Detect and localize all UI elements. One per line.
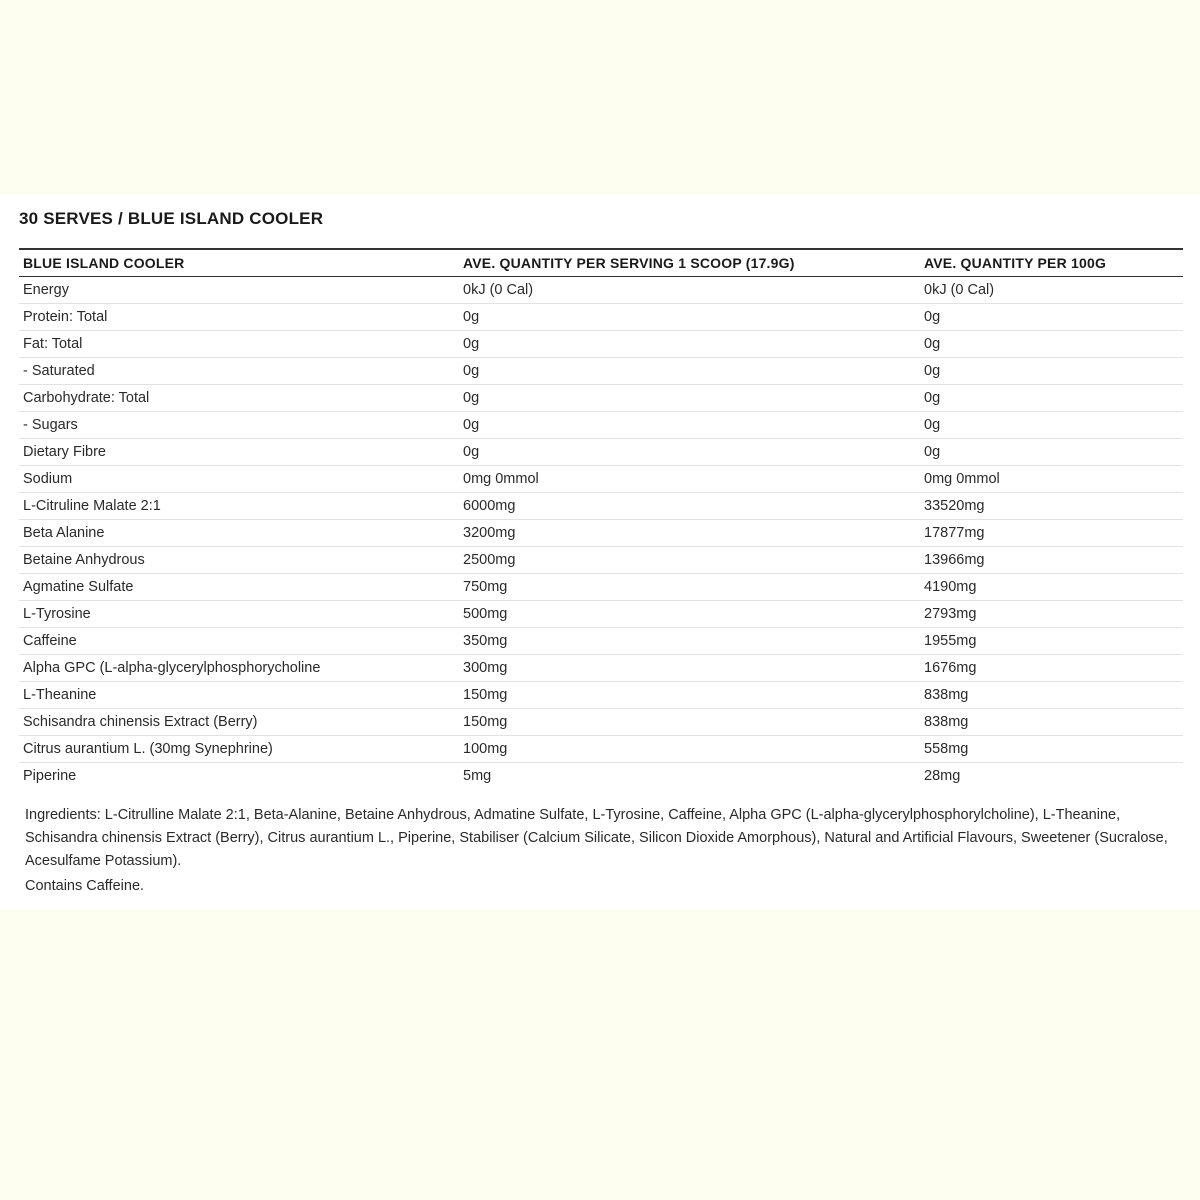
per-serving-cell: 0g <box>459 304 920 331</box>
ingredients-section <box>25 804 1175 898</box>
per-100g-cell: 33520mg <box>920 493 1183 520</box>
per-serving-cell: 150mg <box>459 709 920 736</box>
table-row <box>19 412 1183 439</box>
per-serving-cell: 100mg <box>459 736 920 763</box>
table-row <box>19 601 1183 628</box>
table-row <box>19 655 1183 682</box>
per-100g-cell: 1676mg <box>920 655 1183 682</box>
per-100g-cell: 0kJ (0 Cal) <box>920 277 1183 304</box>
per-serving-cell: 0kJ (0 Cal) <box>459 277 920 304</box>
per-serving-cell: 350mg <box>459 628 920 655</box>
per-100g-cell: 0mg 0mmol <box>920 466 1183 493</box>
ingredients-text: Ingredients: L-Citrulline Malate 2:1, Beta-Alanine, Betaine Anhydrous, Admatine Sulfate, L-Tyrosine, Caffeine, Alpha GPC (L-alpha-glycerylphosphorylcholine), L-Theanine, Schisandra chinensis Extract (Berry), Citrus aurantium L., Piperine, Stabiliser (Calcium Silicate, Silicon Dioxide Amorphous), Natural and Artificial Flavours, Sweetener (Sucralose, Acesulfame Potassium). <box>25 807 1168 869</box>
column-header-per-serving: AVE. QUANTITY PER SERVING 1 SCOOP (17.9G) <box>459 249 920 277</box>
nutrition-panel <box>0 194 1200 910</box>
per-serving-cell: 500mg <box>459 601 920 628</box>
per-100g-cell: 0g <box>920 385 1183 412</box>
per-serving-cell: 150mg <box>459 682 920 709</box>
nutrient-name-cell: Schisandra chinensis Extract (Berry) <box>19 709 459 736</box>
nutrient-name-cell: L-Theanine <box>19 682 459 709</box>
per-serving-cell: 3200mg <box>459 520 920 547</box>
nutrient-name-cell: Beta Alanine <box>19 520 459 547</box>
per-100g-cell: 0g <box>920 304 1183 331</box>
per-100g-cell: 0g <box>920 439 1183 466</box>
table-row <box>19 358 1183 385</box>
table-row <box>19 304 1183 331</box>
per-100g-cell: 0g <box>920 358 1183 385</box>
nutrient-name-cell: Fat: Total <box>19 331 459 358</box>
nutrient-name-cell: Alpha GPC (L-alpha-glycerylphosphorycholine <box>19 655 459 682</box>
per-100g-cell: 1955mg <box>920 628 1183 655</box>
table-row <box>19 628 1183 655</box>
table-row <box>19 547 1183 574</box>
nutrient-name-cell: Piperine <box>23 768 77 784</box>
nutrient-name-cell: Agmatine Sulfate <box>19 574 459 601</box>
page-title: 30 SERVES / BLUE ISLAND COOLER <box>19 209 324 228</box>
table-row <box>19 439 1183 466</box>
table-row <box>19 331 1183 358</box>
table-row <box>19 736 1183 763</box>
per-100g-cell: 4190mg <box>920 574 1183 601</box>
nutrient-name-cell: Dietary Fibre <box>19 439 459 466</box>
per-100g-cell: 838mg <box>920 682 1183 709</box>
table-row <box>19 682 1183 709</box>
nutrient-name-cell: Sodium <box>19 466 459 493</box>
column-header-per-100g: AVE. QUANTITY PER 100G <box>920 249 1183 277</box>
nutrition-table <box>19 248 1183 789</box>
nutrient-name-cell: Protein: Total <box>19 304 459 331</box>
table-row <box>19 466 1183 493</box>
table-row <box>19 520 1183 547</box>
per-100g-cell: 17877mg <box>920 520 1183 547</box>
per-100g-cell: 558mg <box>920 736 1183 763</box>
per-100g-cell: 0g <box>920 412 1183 439</box>
nutrient-name-cell: Carbohydrate: Total <box>19 385 459 412</box>
per-100g-cell: 0g <box>920 331 1183 358</box>
per-100g-cell: 28mg <box>924 768 961 784</box>
nutrient-name-cell: - Sugars <box>19 412 459 439</box>
table-row <box>19 709 1183 736</box>
column-header-name: BLUE ISLAND COOLER <box>19 249 459 277</box>
nutrient-name-cell: L-Tyrosine <box>19 601 459 628</box>
per-serving-cell: 6000mg <box>459 493 920 520</box>
per-serving-cell: 0g <box>459 358 920 385</box>
per-serving-cell: 300mg <box>459 655 920 682</box>
table-row <box>19 763 1183 790</box>
contains-notice: Contains Caffeine. <box>25 878 145 894</box>
per-100g-cell: 13966mg <box>920 547 1183 574</box>
table-header-row <box>19 249 1183 277</box>
table-row <box>19 493 1183 520</box>
per-serving-cell: 2500mg <box>459 547 920 574</box>
per-100g-cell: 838mg <box>920 709 1183 736</box>
per-serving-cell: 5mg <box>463 768 492 784</box>
per-serving-cell: 0g <box>459 439 920 466</box>
nutrient-name-cell: Energy <box>19 277 459 304</box>
nutrient-name-cell: - Saturated <box>19 358 459 385</box>
table-body <box>19 277 1183 790</box>
per-serving-cell: 750mg <box>459 574 920 601</box>
table-row <box>19 574 1183 601</box>
nutrient-name-cell: L-Citruline Malate 2:1 <box>19 493 459 520</box>
nutrient-name-cell: Betaine Anhydrous <box>19 547 459 574</box>
per-serving-cell: 0g <box>459 385 920 412</box>
per-serving-cell: 0g <box>459 412 920 439</box>
per-serving-cell: 0mg 0mmol <box>459 466 920 493</box>
per-100g-cell: 2793mg <box>920 601 1183 628</box>
nutrient-name-cell: Citrus aurantium L. (30mg Synephrine) <box>19 736 459 763</box>
table-row <box>19 385 1183 412</box>
table-row <box>19 277 1183 304</box>
nutrient-name-cell: Caffeine <box>19 628 459 655</box>
per-serving-cell: 0g <box>459 331 920 358</box>
